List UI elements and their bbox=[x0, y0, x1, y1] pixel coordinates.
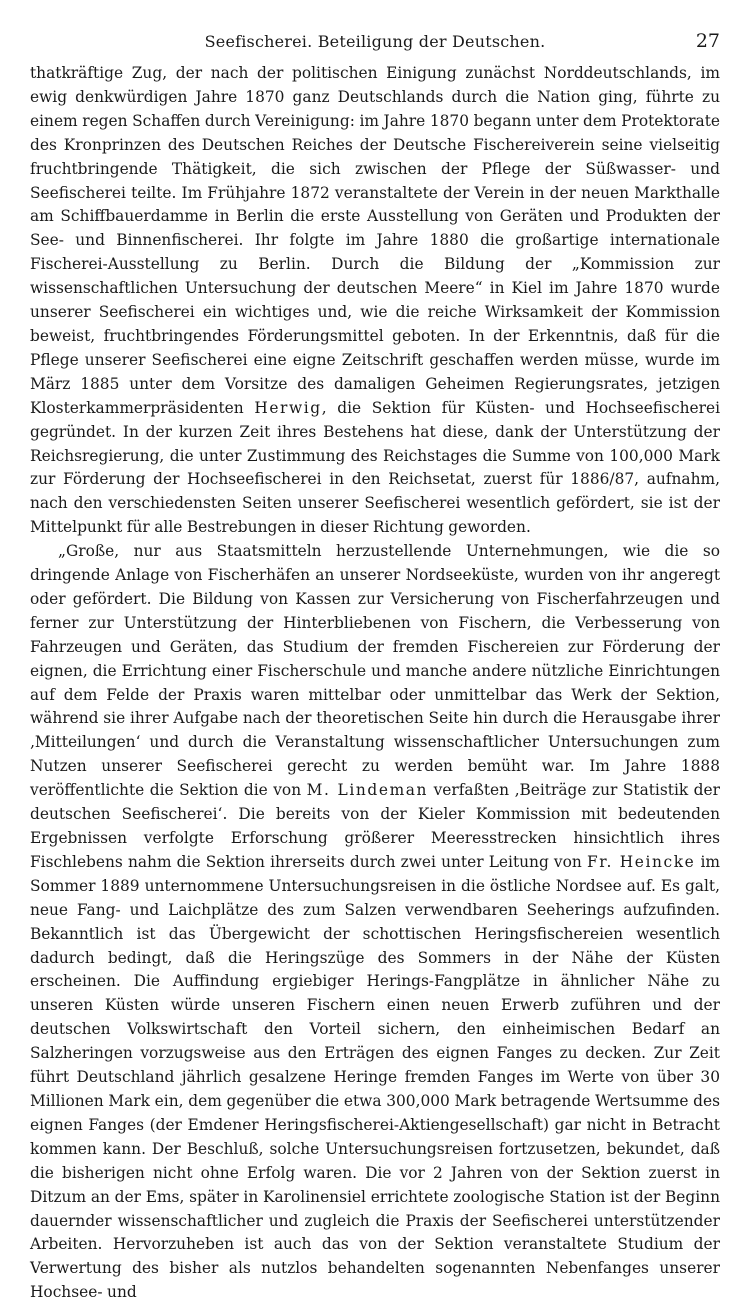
paragraph-2 bbox=[30, 540, 720, 1305]
running-title: Seefischerei. Beteiligung der Deutschen. bbox=[204, 32, 546, 51]
page-header bbox=[30, 30, 720, 56]
person-name-heincke: Fr. Heincke bbox=[586, 852, 696, 871]
paragraph-2-text-a: „Große, nur aus Staatsmitteln herzustellende Unternehmungen, wie die so dringende Anlage von Fischerhäfen an unserer Nordseeküste, wurden von ihr angeregt oder gefördert. Die Bildung von Kassen zur Versicherung von Fischerfahrzeugen und ferner zur Unterstützung der Hinterbliebenen von Fischern, die Verbesserung von Fahrzeugen und Geräten, das Studium der fremden Fischereien zur Förderung der eignen, die Errichtung einer Fischerschule und manche andere nützliche Einrichtungen auf dem Felde der Praxis waren mittelbar oder unmittelbar das Werk der Sektion, während sie ihrer Aufgabe nach der theoretischen Seite hin durch die Herausgabe ihrer ‚Mitteilungen‘ und durch die Veranstaltung wissenschaftlicher Untersuchungen zum Nutzen unserer Seefischerei gerecht zu werden bemüht war. Im Jahre 1888 veröffentlichte die Sektion die von bbox=[30, 542, 720, 800]
paragraph-1-continuation: , die Sektion für Küsten- und Hochseefischerei gegründet. In der kurzen Zeit ihres Bestehens hat diese, dank der Unterstützung der Reichsregierung, die unter Zustimmung des Reichstages die Summe von 100,000 Mark zur Förderung der Hochseefischerei in den Reichsetat, zuerst für 1886/87, aufnahm, nach den verschiedensten Seiten unserer Seefischerei wesentlich gefördert, sie ist der Mittelpunkt für alle Bestrebungen in dieser Richtung geworden. bbox=[30, 398, 720, 537]
document-page bbox=[30, 30, 721, 1302]
person-name-lindeman: M. Lindeman bbox=[306, 781, 429, 800]
paragraph-2-text-c: im Sommer 1889 unternommene Untersuchungsreisen in die östliche Nordsee auf. Es galt, neue Fang- und Laichplätze des zum Salzen verwendbaren Seeherings aufzufinden. Bekanntlich ist das Übergewicht der schottischen Heringsfischereien wesentlich dadurch bedingt, daß die Heringszüge des Sommers in der Nähe der Küsten erscheinen. Die Auffindung ergiebiger Herings-Fangplätze in ähnlicher Nähe zu unseren Küsten würde unseren Fischern einen neuen Erwerb zuführen und der deutschen Volkswirtschaft den Vorteil sichern, den einheimischen Bedarf an Salzheringen vorzugsweise aus den Erträgen des eignen Fanges zu decken. Zur Zeit führt Deutschland jährlich gesalzene Heringe fremden Fanges im Werte von über 30 Millionen Mark ein, dem gegenüber die etwa 300,000 Mark betragende Wertsumme des eignen Fanges (der Emdener Heringsfischerei-Aktiengesellschaft) gar nicht in Betracht kommen kann. Der Beschluß, solche Untersuchungsreisen fortzusetzen, bekundet, daß die bisherigen nicht ohne Erfolg waren. Die vor 2 Jahren von der Sektion zuerst in Ditzum an der Ems, später in Karolinensiel errichtete zoologische Station ist der Beginn dauernder wissenschaftlicher und zugleich die Praxis der Seefischerei unterstützender Arbeiten. Hervorzuheben ist auch das von der Sektion veranstaltete Studium der Verwertung des bisher als nutzlos behandelten sogenannten Nebenfanges unserer Hochsee- und bbox=[30, 852, 721, 1302]
person-name-herwig: Herwig bbox=[254, 398, 322, 417]
paragraph-2-text-b: verfaßten ‚Beiträge zur Statistik der deutschen Seefischerei‘. Die bereits von der Kieler Kommission mit bedeutenden Ergebnissen verfolgte Erforschung größerer Meeresstrecken hinsichtlich ihres Fischlebens nahm die Sektion ihrerseits durch zwei unter Leitung von bbox=[30, 781, 720, 871]
paragraph-1 bbox=[30, 62, 720, 540]
paragraph-1-text: thatkräftige Zug, der nach der politischen Einigung zunächst Norddeutschlands, im ewig denkwürdigen Jahre 1870 ganz Deutschlands durch die Nation ging, führte zu einem regen Schaffen durch Vereinigung: im Jahre 1870 begann unter dem Protektorate des Kronprinzen des Deutschen Reiches der Deutsche Fischereiverein seine vielseitig fruchtbringende Thätigkeit, die sich zwischen der Pflege der Süßwasser- und Seefischerei teilte. Im Frühjahre 1872 veranstaltete der Verein in der neuen Markthalle am Schiffbauerdamme in Berlin die erste Ausstellung von Geräten und Produkten der See- und Binnenfischerei. Ihr folgte im Jahre 1880 die großartige internationale Fischerei-Ausstellung zu Berlin. Durch die Bildung der „Kommission zur wissenschaftlichen Untersuchung der deutschen Meere“ in Kiel im Jahre 1870 wurde unserer Seefischerei ein wichtiges und, wie die reiche Wirksamkeit der Kommission beweist, fruchtbringendes Förderungsmittel geboten. In der Erkenntnis, daß für die Pflege unserer Seefischerei eine eigne Zeitschrift geschaffen werden müsse, wurde im März 1885 unter dem Vorsitze des damaligen Geheimen Regierungsrates, jetzigen Klosterkammerpräsidenten bbox=[30, 64, 720, 417]
page-number: 27 bbox=[695, 30, 720, 52]
